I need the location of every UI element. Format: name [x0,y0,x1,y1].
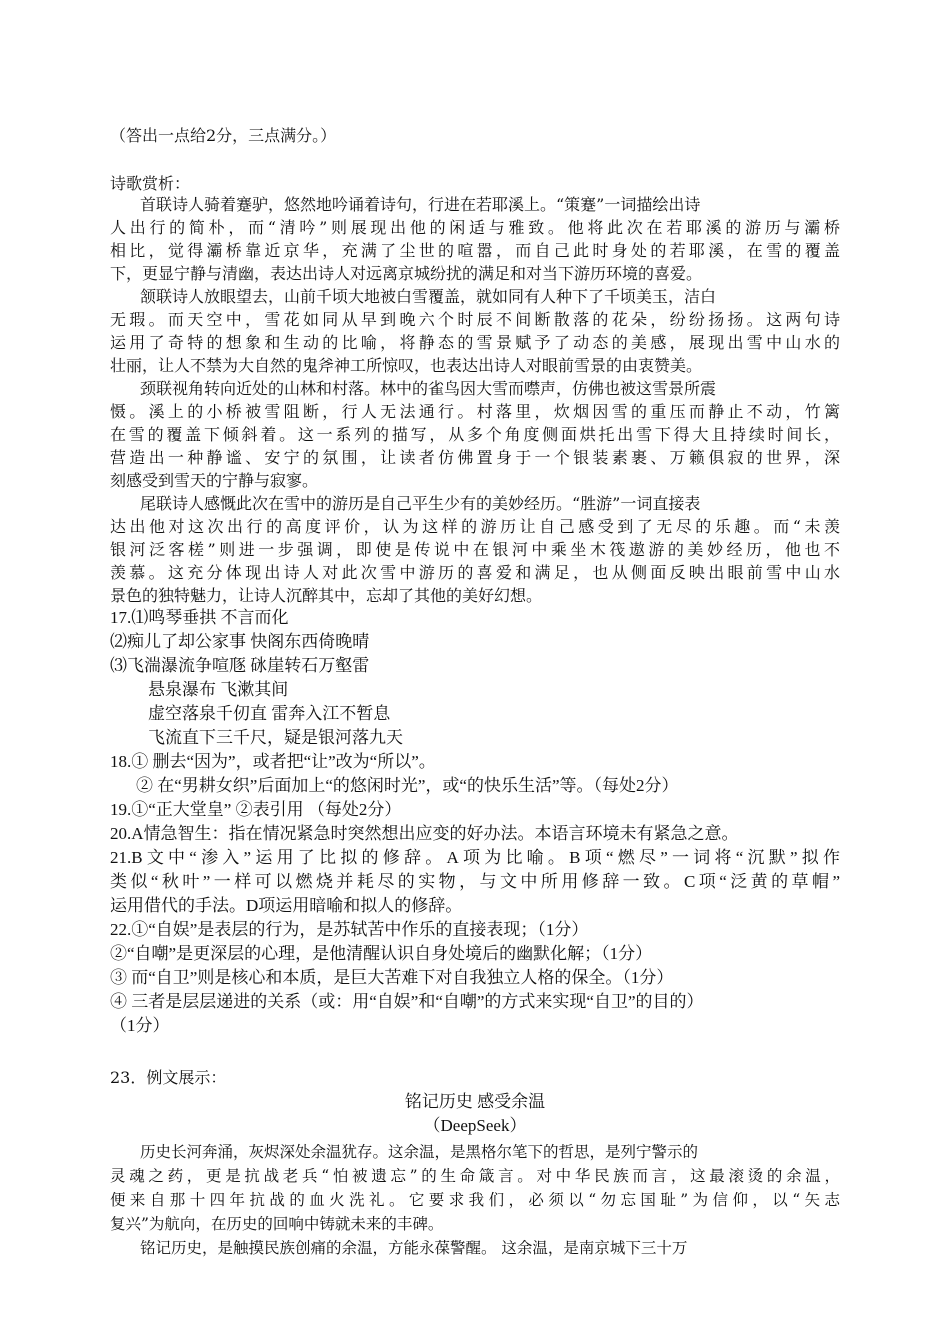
answer-21: 21.B文中“渗入”运用了比拟的修辞。A项为比喻。B项“燃尽”一词将“沉默”拟作 [110,848,840,867]
appreciation-line: 人出行的简朴，而“清吟”则展现出他的闲适与雅致。他将此次在若耶溪的游历与灞桥 [110,218,840,237]
appreciation-line: 相比，觉得灞桥靠近京华，充满了尘世的喧嚣，而自己此时身处的若耶溪，在雪的覆盖 [110,241,840,260]
appreciation-line: 营造出一种静谧、安宁的氛围，让读者仿佛置身于一个银装素裹、万籁俱寂的世界，深 [110,448,840,467]
answer-18-2: ② 在“男耕女织”后面加上“的悠闲时光”，或“的快乐生活”等。（每处2分） [136,776,679,795]
appreciation-line: 颔联诗人放眼望去，山前千顷大地被白雪覆盖，就如同有人种下了千顷美玉，洁白 [140,287,717,306]
appreciation-line: 慑。溪上的小桥被雪阻断，行人无法通行。村落里，炊烟因雪的重压而静止不动，竹篱 [110,402,840,421]
answer-17-2: ⑵痴儿了却公家事 快阁东西倚晚晴 [110,632,370,651]
appreciation-line: 尾联诗人感慨此次在雪中的游历是自己平生少有的美妙经历。“胜游”一词直接表 [140,494,701,513]
answer-17-3-alt: 虚空落泉千仞直 雷奔入江不暂息 [148,704,391,723]
essay-intro: 23．例文展示： [110,1068,227,1087]
essay-title: 铭记历史 感受余温 [404,1092,546,1111]
essay-author: （DeepSeek） [423,1116,527,1135]
answer-19: 19.①“正大堂皇” ②表引用 （每处2分） [110,800,402,819]
answer-21: 类似“秋叶”一样可以燃烧并耗尽的实物，与文中所用修辞一致。C项“泛黄的草帽” [110,872,840,891]
answer-17-3-alt: 悬泉瀑布 飞漱其间 [148,680,289,699]
answer-22-4: （1分） [110,1016,170,1035]
answer-20: 20.A情急智生：指在情况紧急时突然想出应变的好办法。本语言环境未有紧急之意。 [110,824,739,843]
appreciation-line: 景色的独特魅力，让诗人沉醉其中，忘却了其他的美好幻想。 [110,586,543,605]
appreciation-line: 刻感受到雪天的宁静与寂寥。 [110,471,319,490]
answer-22-2: ②“自嘲”是更深层的心理，是他清醒认识自身处境后的幽默化解；（1分） [110,944,653,963]
essay-line: 复兴”为航向，在历史的回响中铸就未来的丰碑。 [110,1215,444,1233]
appreciation-line: 首联诗人骑着蹇驴，悠然地吟诵着诗句，行进在若耶溪上。“策蹇”一词描绘出诗 [140,195,701,214]
appreciation-line: 颈联视角转向近处的山林和村落。林中的雀鸟因大雪而噤声，仿佛也被这雪景所震 [140,379,717,398]
appreciation-line: 无瑕。而天空中，雪花如同从早到晚六个时辰不间断散落的花朵，纷纷扬扬。这两句诗 [110,310,840,329]
answer-17-3-alt: 飞流直下三千尺，疑是银河落九天 [148,728,403,747]
appreciation-line: 羡慕。这充分体现出诗人对此次雪中游历的喜爱和满足，也从侧面反映出眼前雪中山水 [110,563,840,582]
answer-22-3: ③ 而“自卫”则是核心和本质，是巨大苦难下对自我独立人格的保全。（1分） [110,968,674,987]
answer-22-1: 22.①“自娱”是表层的行为，是苏轼苦中作乐的直接表现；（1分） [110,920,589,939]
appreciation-line: 壮丽，让人不禁为大自然的鬼斧神工所惊叹，也表达出诗人对眼前雪景的由衷赞美。 [110,356,703,375]
answer-22-4: ④ 三者是层层递进的关系（或：用“自娱”和“自嘲”的方式来实现“自卫”的目的） [110,992,704,1011]
essay-line: 灵魂之药，更是抗战老兵“怕被遗忘”的生命箴言。对中华民族而言，这最滚烫的余温， [110,1167,840,1185]
appreciation-line: 银河泛客槎”则进一步强调，即使是传说中在银河中乘坐木筏遨游的美妙经历，他也不 [110,540,840,559]
appreciation-line: 下，更显宁静与清幽，表达出诗人对远离京城纷扰的满足和对当下游历环境的喜爱。 [110,264,703,283]
scoring-note: （答出一点给2分，三点满分。） [110,126,337,145]
answer-17-1: 17.⑴鸣琴垂拱 不言而化 [110,608,289,627]
essay-line: 铭记历史，是触摸民族创痛的余温，方能永葆警醒。 这余温，是南京城下三十万 [140,1239,688,1257]
essay-line: 历史长河奔涌，灰烬深处余温犹存。这余温，是黑格尔笔下的哲思，是列宁警示的 [140,1143,699,1161]
answer-17-3: ⑶飞湍瀑流争喧豗 砯崖转石万壑雷 [110,656,370,675]
appreciation-line: 运用了奇特的想象和生动的比喻，将静态的雪景赋予了动态的美感，展现出雪中山水的 [110,333,840,352]
appreciation-heading: 诗歌赏析： [110,174,191,193]
answer-18-1: 18.① 删去“因为”，或者把“让”改为“所以”。 [110,752,436,771]
appreciation-line: 在雪的覆盖下倾斜着。这一系列的描写，从多个角度侧面烘托出雪下得大且持续时间长， [110,425,840,444]
answer-21: 运用借代的手法。D项运用暗喻和拟人的修辞。 [110,896,463,915]
essay-line: 便来自那十四年抗战的血火洗礼。它要求我们，必须以“勿忘国耻”为信仰，以“矢志 [110,1191,840,1209]
appreciation-line: 达出他对这次出行的高度评价，认为这样的游历让自己感受到了无尽的乐趣。而“未羡 [110,517,840,536]
